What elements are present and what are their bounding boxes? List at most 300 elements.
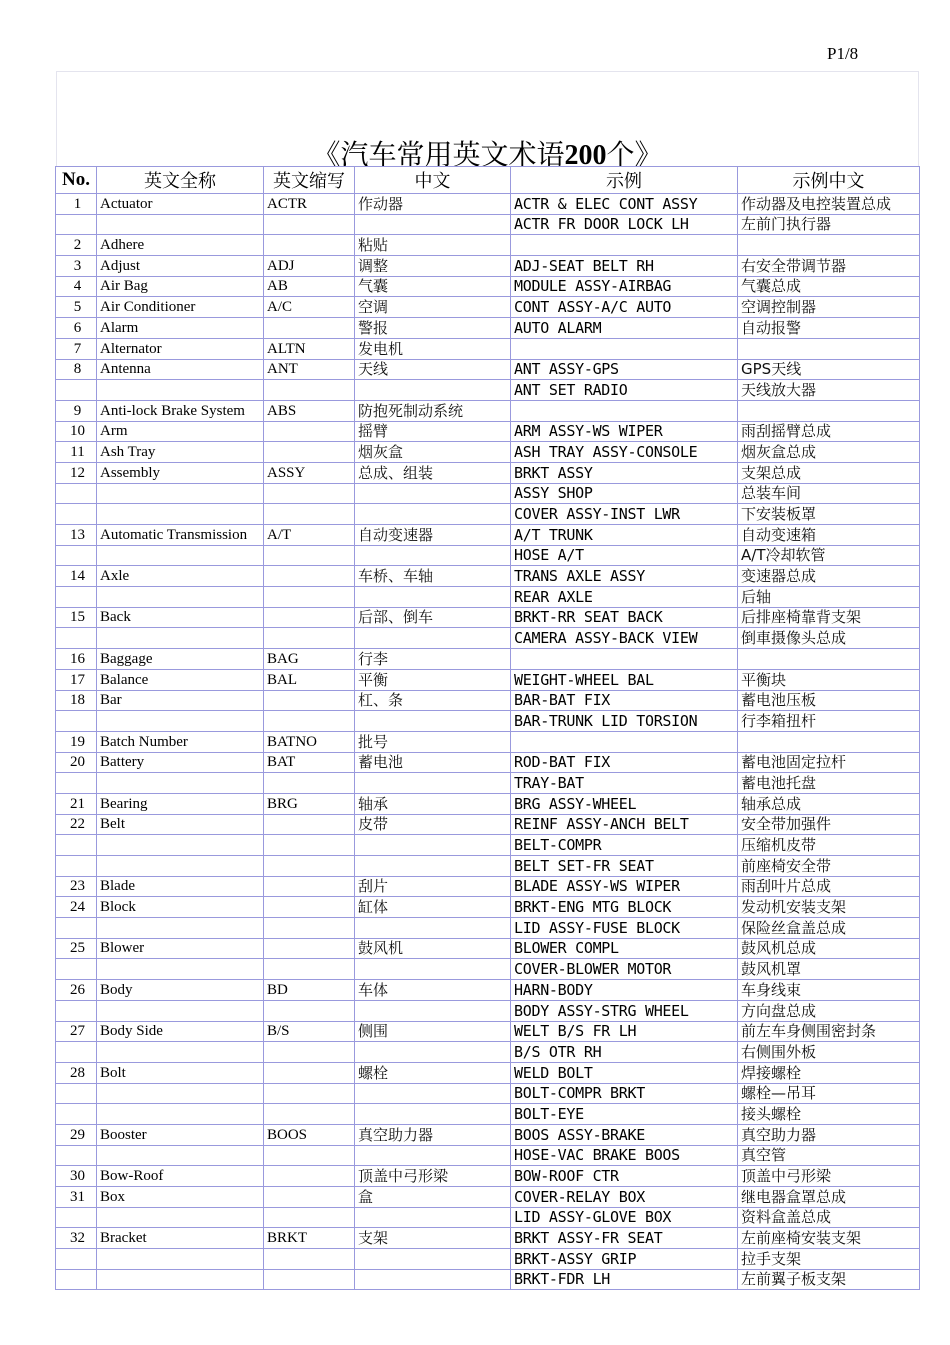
example: BAR-BAT FIX: [511, 690, 738, 711]
abbreviation: ALTN: [264, 338, 355, 359]
table-row: [56, 483, 920, 504]
chinese-term: 真空助力器: [355, 1124, 511, 1145]
abbreviation: [264, 1187, 355, 1208]
row-number: 18: [56, 690, 97, 711]
row-number: [56, 918, 97, 939]
example: COVER-RELAY BOX: [511, 1187, 738, 1208]
chinese-term: 轴承: [355, 793, 511, 814]
row-number: 2: [56, 235, 97, 256]
table-row: [56, 669, 920, 690]
example: AUTO ALARM: [511, 318, 738, 339]
abbreviation: [264, 835, 355, 856]
table-row: [56, 1166, 920, 1187]
row-number: 32: [56, 1228, 97, 1249]
row-number: 9: [56, 400, 97, 421]
example: BRKT ASSY: [511, 462, 738, 483]
example: WELT B/S FR LH: [511, 1021, 738, 1042]
example-chinese: [738, 235, 920, 256]
example: ASH TRAY ASSY-CONSOLE: [511, 442, 738, 463]
english-name: Bearing: [97, 793, 264, 814]
row-number: 23: [56, 876, 97, 897]
english-name: Blade: [97, 876, 264, 897]
example: [511, 338, 738, 359]
english-name: [97, 587, 264, 608]
table-row: [56, 338, 920, 359]
example: LID ASSY-GLOVE BOX: [511, 1207, 738, 1228]
english-name: Batch Number: [97, 731, 264, 752]
abbreviation: [264, 1062, 355, 1083]
english-name: Body Side: [97, 1021, 264, 1042]
row-number: [56, 1000, 97, 1021]
example-chinese: 真空助力器: [738, 1124, 920, 1145]
english-name: [97, 835, 264, 856]
table-row: [56, 959, 920, 980]
row-number: 15: [56, 607, 97, 628]
abbreviation: BRKT: [264, 1228, 355, 1249]
abbreviation: [264, 318, 355, 339]
table-row: [56, 214, 920, 235]
example: ACTR FR DOOR LOCK LH: [511, 214, 738, 235]
example-chinese: [738, 731, 920, 752]
example: [511, 400, 738, 421]
example-chinese: 车身线束: [738, 980, 920, 1001]
abbreviation: [264, 938, 355, 959]
example: [511, 235, 738, 256]
english-name: [97, 504, 264, 525]
row-number: 19: [56, 731, 97, 752]
example: BELT SET-FR SEAT: [511, 856, 738, 877]
english-name: Blower: [97, 938, 264, 959]
example: BRKT-FDR LH: [511, 1269, 738, 1290]
chinese-term: 防抱死制动系统: [355, 400, 511, 421]
example: BRG ASSY-WHEEL: [511, 793, 738, 814]
row-number: [56, 628, 97, 649]
english-name: [97, 545, 264, 566]
terms-table: [55, 166, 920, 1290]
abbreviation: [264, 421, 355, 442]
abbreviation: [264, 1166, 355, 1187]
english-name: [97, 856, 264, 877]
header-english-name: 英文全称: [97, 167, 264, 194]
example: LID ASSY-FUSE BLOCK: [511, 918, 738, 939]
header-example: 示例: [511, 167, 738, 194]
example-chinese: 雨刮叶片总成: [738, 876, 920, 897]
english-name: [97, 1207, 264, 1228]
row-number: [56, 587, 97, 608]
english-name: Belt: [97, 814, 264, 835]
row-number: 13: [56, 525, 97, 546]
english-name: [97, 773, 264, 794]
table-row: [56, 918, 920, 939]
header-example-chinese: 示例中文: [738, 167, 920, 194]
row-number: 5: [56, 297, 97, 318]
example-chinese: 压缩机皮带: [738, 835, 920, 856]
chinese-term: [355, 773, 511, 794]
english-name: Alarm: [97, 318, 264, 339]
example: ARM ASSY-WS WIPER: [511, 421, 738, 442]
english-name: Adhere: [97, 235, 264, 256]
example: BOLT-COMPR BRKT: [511, 1083, 738, 1104]
abbreviation: BOOS: [264, 1124, 355, 1145]
english-name: [97, 1269, 264, 1290]
chinese-term: [355, 1083, 511, 1104]
english-name: [97, 918, 264, 939]
chinese-term: 顶盖中弓形梁: [355, 1166, 511, 1187]
example-chinese: 后排座椅靠背支架: [738, 607, 920, 628]
example-chinese: 继电器盒罩总成: [738, 1187, 920, 1208]
example: TRAY-BAT: [511, 773, 738, 794]
chinese-term: [355, 504, 511, 525]
example-chinese: GPS天线: [738, 359, 920, 380]
example-chinese: 行李箱扭杆: [738, 711, 920, 732]
example: ANT SET RADIO: [511, 380, 738, 401]
row-number: [56, 1207, 97, 1228]
table-row: [56, 566, 920, 587]
table-row: [56, 256, 920, 277]
chinese-term: 蓄电池: [355, 752, 511, 773]
example-chinese: 右侧围外板: [738, 1042, 920, 1063]
header-no: No.: [56, 167, 97, 194]
chinese-term: [355, 1207, 511, 1228]
table-row: [56, 1249, 920, 1270]
english-name: Anti-lock Brake System: [97, 400, 264, 421]
row-number: [56, 214, 97, 235]
chinese-term: 烟灰盒: [355, 442, 511, 463]
table-row: [56, 773, 920, 794]
example: [511, 649, 738, 670]
chinese-term: [355, 959, 511, 980]
example-chinese: 轴承总成: [738, 793, 920, 814]
table-row: [56, 793, 920, 814]
example-chinese: 发动机安装支架: [738, 897, 920, 918]
chinese-term: 发电机: [355, 338, 511, 359]
english-name: Body: [97, 980, 264, 1001]
chinese-term: 自动变速器: [355, 525, 511, 546]
english-name: [97, 1249, 264, 1270]
english-name: Actuator: [97, 194, 264, 215]
abbreviation: [264, 566, 355, 587]
example-chinese: 保险丝盒盖总成: [738, 918, 920, 939]
chinese-term: 车桥、车轴: [355, 566, 511, 587]
chinese-term: [355, 1145, 511, 1166]
example: B/S OTR RH: [511, 1042, 738, 1063]
abbreviation: AB: [264, 276, 355, 297]
english-name: Balance: [97, 669, 264, 690]
table-row: [56, 876, 920, 897]
example: BOLT-EYE: [511, 1104, 738, 1125]
english-name: Bow-Roof: [97, 1166, 264, 1187]
example-chinese: 拉手支架: [738, 1249, 920, 1270]
table-row: [56, 856, 920, 877]
example: ASSY SHOP: [511, 483, 738, 504]
example-chinese: 左前翼子板支架: [738, 1269, 920, 1290]
table-row: [56, 587, 920, 608]
table-row: [56, 835, 920, 856]
table-row: [56, 1207, 920, 1228]
example-chinese: 自动变速箱: [738, 525, 920, 546]
example: BODY ASSY-STRG WHEEL: [511, 1000, 738, 1021]
table-row: [56, 897, 920, 918]
abbreviation: [264, 1145, 355, 1166]
row-number: 29: [56, 1124, 97, 1145]
table-row: [56, 297, 920, 318]
document-title: 《汽车常用英文术语200个》: [312, 138, 663, 171]
table-row: [56, 814, 920, 835]
chinese-term: 批号: [355, 731, 511, 752]
abbreviation: [264, 959, 355, 980]
chinese-term: [355, 380, 511, 401]
abbreviation: [264, 1042, 355, 1063]
example-chinese: 烟灰盒总成: [738, 442, 920, 463]
english-name: Back: [97, 607, 264, 628]
abbreviation: A/T: [264, 525, 355, 546]
table-row: [56, 400, 920, 421]
english-name: Bolt: [97, 1062, 264, 1083]
english-name: Arm: [97, 421, 264, 442]
example-chinese: 作动器及电控装置总成: [738, 194, 920, 215]
row-number: [56, 1042, 97, 1063]
chinese-term: 皮带: [355, 814, 511, 835]
chinese-term: [355, 856, 511, 877]
example: BLOWER COMPL: [511, 938, 738, 959]
english-name: Automatic Transmission: [97, 525, 264, 546]
example-chinese: 变速器总成: [738, 566, 920, 587]
example: TRANS AXLE ASSY: [511, 566, 738, 587]
abbreviation: [264, 628, 355, 649]
chinese-term: [355, 835, 511, 856]
chinese-term: 平衡: [355, 669, 511, 690]
abbreviation: [264, 504, 355, 525]
example: HARN-BODY: [511, 980, 738, 1001]
english-name: Box: [97, 1187, 264, 1208]
table-row: [56, 1269, 920, 1290]
abbreviation: [264, 856, 355, 877]
example-chinese: 下安装板罩: [738, 504, 920, 525]
chinese-term: 杠、条: [355, 690, 511, 711]
example: BOOS ASSY-BRAKE: [511, 1124, 738, 1145]
row-number: 14: [56, 566, 97, 587]
table-row: [56, 1104, 920, 1125]
table-row: [56, 1228, 920, 1249]
english-name: Block: [97, 897, 264, 918]
table-row: [56, 1062, 920, 1083]
table-row: [56, 276, 920, 297]
example-chinese: 真空管: [738, 1145, 920, 1166]
table-row: [56, 731, 920, 752]
english-name: Bracket: [97, 1228, 264, 1249]
english-name: [97, 214, 264, 235]
example-chinese: A/T冷却软管: [738, 545, 920, 566]
abbreviation: ANT: [264, 359, 355, 380]
abbreviation: [264, 235, 355, 256]
row-number: 6: [56, 318, 97, 339]
abbreviation: [264, 1249, 355, 1270]
english-name: Booster: [97, 1124, 264, 1145]
english-name: Axle: [97, 566, 264, 587]
example-chinese: 后轴: [738, 587, 920, 608]
english-name: [97, 1104, 264, 1125]
example-chinese: [738, 400, 920, 421]
table-row: [56, 752, 920, 773]
table-row: [56, 1083, 920, 1104]
table-row: [56, 1124, 920, 1145]
table-row: [56, 1187, 920, 1208]
abbreviation: [264, 690, 355, 711]
abbreviation: ASSY: [264, 462, 355, 483]
chinese-term: 摇臂: [355, 421, 511, 442]
abbreviation: A/C: [264, 297, 355, 318]
example-chinese: 蓄电池固定拉杆: [738, 752, 920, 773]
english-name: [97, 959, 264, 980]
chinese-term: [355, 1000, 511, 1021]
example-chinese: 左前座椅安装支架: [738, 1228, 920, 1249]
row-number: 30: [56, 1166, 97, 1187]
row-number: [56, 1083, 97, 1104]
example-chinese: 前左车身侧围密封条: [738, 1021, 920, 1042]
table-row: [56, 525, 920, 546]
row-number: 21: [56, 793, 97, 814]
row-number: [56, 545, 97, 566]
english-name: Air Conditioner: [97, 297, 264, 318]
example-chinese: 平衡块: [738, 669, 920, 690]
abbreviation: [264, 1104, 355, 1125]
example: BRKT-RR SEAT BACK: [511, 607, 738, 628]
chinese-term: 支架: [355, 1228, 511, 1249]
abbreviation: [264, 773, 355, 794]
abbreviation: [264, 483, 355, 504]
row-number: [56, 1269, 97, 1290]
abbreviation: [264, 876, 355, 897]
english-name: [97, 380, 264, 401]
example: REINF ASSY-ANCH BELT: [511, 814, 738, 835]
english-name: [97, 1042, 264, 1063]
row-number: 3: [56, 256, 97, 277]
abbreviation: [264, 214, 355, 235]
example: HOSE-VAC BRAKE BOOS: [511, 1145, 738, 1166]
abbreviation: [264, 545, 355, 566]
example: [511, 731, 738, 752]
row-number: 11: [56, 442, 97, 463]
example-chinese: 蓄电池托盘: [738, 773, 920, 794]
example-chinese: 前座椅安全带: [738, 856, 920, 877]
chinese-term: 作动器: [355, 194, 511, 215]
abbreviation: [264, 918, 355, 939]
example-chinese: 气囊总成: [738, 276, 920, 297]
chinese-term: 总成、组装: [355, 462, 511, 483]
abbreviation: [264, 442, 355, 463]
abbreviation: B/S: [264, 1021, 355, 1042]
english-name: [97, 1145, 264, 1166]
chinese-term: [355, 214, 511, 235]
english-name: Alternator: [97, 338, 264, 359]
table-row: [56, 462, 920, 483]
table-row: [56, 194, 920, 215]
example-chinese: 倒車摄像头总成: [738, 628, 920, 649]
chinese-term: [355, 587, 511, 608]
example-chinese: 支架总成: [738, 462, 920, 483]
chinese-term: 后部、倒车: [355, 607, 511, 628]
english-name: [97, 1083, 264, 1104]
abbreviation: [264, 607, 355, 628]
table-row: [56, 1145, 920, 1166]
table-row: [56, 938, 920, 959]
table-row: [56, 1021, 920, 1042]
example: CONT ASSY-A/C AUTO: [511, 297, 738, 318]
example: BLADE ASSY-WS WIPER: [511, 876, 738, 897]
chinese-term: [355, 483, 511, 504]
english-name: Baggage: [97, 649, 264, 670]
table-row: [56, 235, 920, 256]
row-number: 31: [56, 1187, 97, 1208]
row-number: 24: [56, 897, 97, 918]
chinese-term: 气囊: [355, 276, 511, 297]
example: WELD BOLT: [511, 1062, 738, 1083]
chinese-term: 天线: [355, 359, 511, 380]
example-chinese: 鼓风机总成: [738, 938, 920, 959]
example: BRKT ASSY-FR SEAT: [511, 1228, 738, 1249]
example: ACTR & ELEC CONT ASSY: [511, 194, 738, 215]
example: CAMERA ASSY-BACK VIEW: [511, 628, 738, 649]
row-number: 25: [56, 938, 97, 959]
chinese-term: 警报: [355, 318, 511, 339]
example: BRKT-ENG MTG BLOCK: [511, 897, 738, 918]
row-number: 8: [56, 359, 97, 380]
example-chinese: 雨刮摇臂总成: [738, 421, 920, 442]
table-row: [56, 545, 920, 566]
abbreviation: BRG: [264, 793, 355, 814]
english-name: Assembly: [97, 462, 264, 483]
example: ROD-BAT FIX: [511, 752, 738, 773]
table-row: [56, 442, 920, 463]
row-number: [56, 1145, 97, 1166]
example-chinese: 焊接螺栓: [738, 1062, 920, 1083]
abbreviation: BD: [264, 980, 355, 1001]
table-row: [56, 421, 920, 442]
row-number: 4: [56, 276, 97, 297]
table-row: [56, 628, 920, 649]
row-number: [56, 711, 97, 732]
example-chinese: [738, 649, 920, 670]
english-name: [97, 1000, 264, 1021]
example: COVER ASSY-INST LWR: [511, 504, 738, 525]
abbreviation: [264, 380, 355, 401]
example: BAR-TRUNK LID TORSION: [511, 711, 738, 732]
row-number: 26: [56, 980, 97, 1001]
row-number: [56, 959, 97, 980]
chinese-term: [355, 918, 511, 939]
row-number: [56, 1104, 97, 1125]
example-chinese: 接头螺栓: [738, 1104, 920, 1125]
abbreviation: [264, 1269, 355, 1290]
example-chinese: 螺栓—吊耳: [738, 1083, 920, 1104]
chinese-term: [355, 1104, 511, 1125]
abbreviation: BAL: [264, 669, 355, 690]
page-number: P1/8: [827, 44, 859, 63]
header-abbreviation: 英文缩写: [264, 167, 355, 194]
example-chinese: 蓄电池压板: [738, 690, 920, 711]
example: WEIGHT-WHEEL BAL: [511, 669, 738, 690]
abbreviation: BAT: [264, 752, 355, 773]
example: BELT-COMPR: [511, 835, 738, 856]
example: A/T TRUNK: [511, 525, 738, 546]
english-name: Battery: [97, 752, 264, 773]
chinese-term: 缸体: [355, 897, 511, 918]
abbreviation: [264, 814, 355, 835]
abbreviation: [264, 711, 355, 732]
chinese-term: 螺栓: [355, 1062, 511, 1083]
header-chinese: 中文: [355, 167, 511, 194]
example: MODULE ASSY-AIRBAG: [511, 276, 738, 297]
